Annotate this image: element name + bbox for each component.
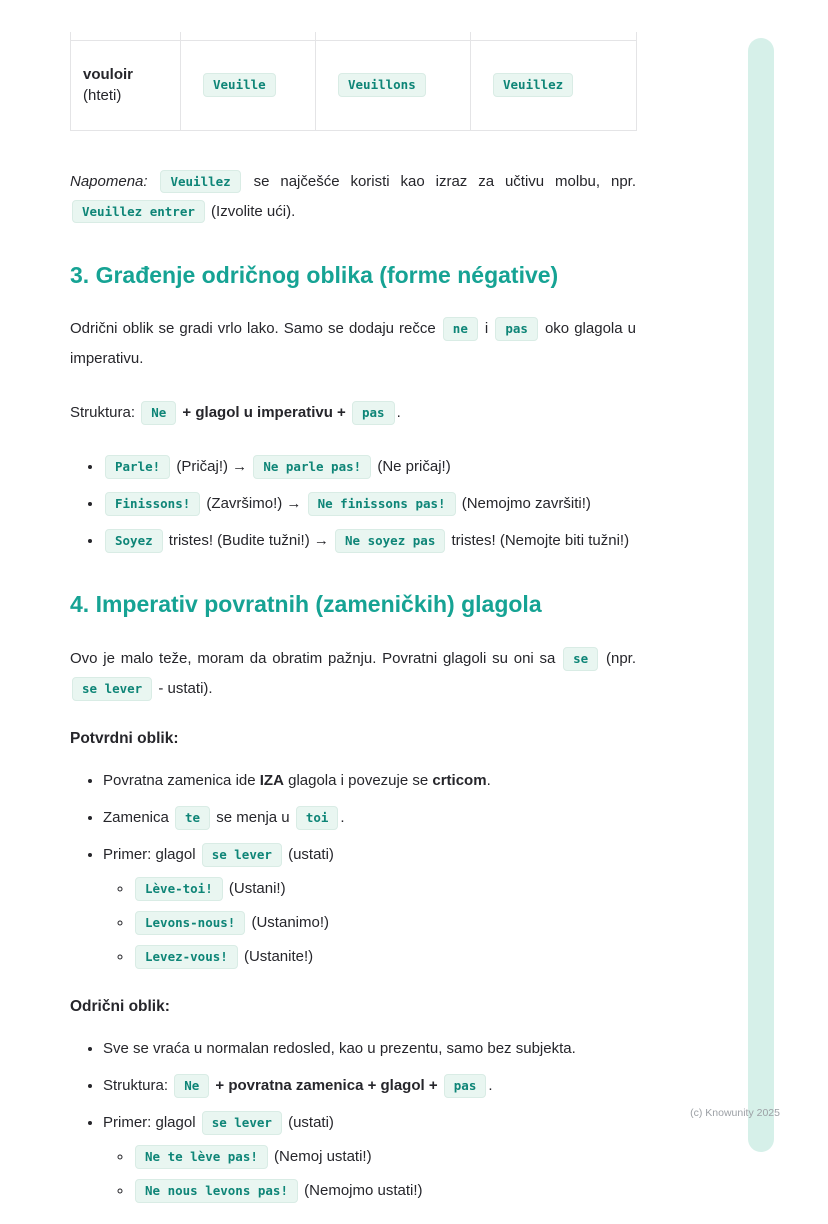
text-run: (Ustani!) xyxy=(224,880,286,898)
text-run: . xyxy=(488,1077,493,1095)
section-3-heading: 3. Građenje odričnog oblika (forme négative) xyxy=(70,261,559,288)
italic-text: Napomena: xyxy=(70,172,159,190)
list-item xyxy=(103,452,636,482)
form-cell-nous xyxy=(316,40,471,130)
list-item xyxy=(103,1108,636,1206)
code-badge: se lever xyxy=(72,677,152,701)
code-badge: Levons-nous! xyxy=(135,911,245,935)
table-row-vouloir xyxy=(71,40,637,130)
text-run: (Ustanimo!) xyxy=(247,914,329,932)
text-run: Sve se vraća u normalan redosled, kao u prezentu, samo bez subjekta. xyxy=(103,1040,576,1058)
text-run: . xyxy=(340,809,345,827)
sub-list-item xyxy=(133,908,636,938)
code-badge: Parle! xyxy=(105,455,170,479)
table-cell-cropped xyxy=(316,32,471,40)
form-cell-vous xyxy=(471,40,637,130)
list-item-text xyxy=(103,846,334,863)
negative-label: Odrični oblik: xyxy=(70,998,170,1016)
code-badge: ne xyxy=(443,317,478,341)
text-run: Povratna zamenica ide xyxy=(103,772,260,790)
text-run: Odrični oblik se gradi vrlo lako. Samo se dodaju rečce xyxy=(70,320,441,338)
sub-list-item-text xyxy=(133,1148,372,1165)
code-badge: Soyez xyxy=(105,529,163,553)
code-badge: Ne xyxy=(141,401,176,425)
text-run: se najčešće koristi kao izraz za učtivu molbu, npr. xyxy=(242,172,636,190)
sub-list xyxy=(103,874,636,972)
negative-list xyxy=(70,1034,636,1206)
code-badge: Ne te lève pas! xyxy=(135,1145,268,1169)
text-run: (ustati) xyxy=(283,846,334,864)
list-item-text xyxy=(103,1040,576,1057)
list-item xyxy=(103,489,636,519)
section-4-heading: 4. Imperativ povratnih (zameničkih) glagola xyxy=(70,591,542,618)
text-run: Primer: glagol xyxy=(103,846,200,864)
sub-list-item xyxy=(133,942,636,972)
list-item-text xyxy=(103,1114,334,1131)
bold-text: crticom xyxy=(432,772,487,790)
code-badge: Veuille xyxy=(203,73,276,97)
code-badge: pas xyxy=(352,401,395,425)
text-run: Zamenica xyxy=(103,809,174,827)
code-badge: se xyxy=(563,647,598,671)
code-badge: Ne xyxy=(174,1074,209,1098)
table-cell-cropped xyxy=(471,32,637,40)
text-run: (Pričaj!) → xyxy=(172,458,252,476)
table-cell-cropped xyxy=(71,32,181,40)
text-run: Struktura: xyxy=(103,1077,173,1095)
text-run: tristes! (Nemojte biti tužni!) xyxy=(447,532,630,550)
sub-list-item-text xyxy=(133,880,286,897)
text-run: se menja u xyxy=(212,809,294,827)
section-4-intro xyxy=(70,644,636,704)
text-run: (Nemojmo završiti!) xyxy=(457,495,591,513)
form-cell-tu xyxy=(181,40,316,130)
list-item xyxy=(103,766,636,796)
code-badge: pas xyxy=(444,1074,487,1098)
list-item xyxy=(103,803,636,833)
text-run: (npr. xyxy=(600,650,636,668)
list-item xyxy=(103,526,636,556)
verb-infinitive: vouloir xyxy=(83,66,134,83)
text-run: (Nemojmo ustati!) xyxy=(300,1182,423,1200)
code-badge: toi xyxy=(296,806,339,830)
code-badge: te xyxy=(175,806,210,830)
list-item-text xyxy=(103,1077,493,1094)
list-item xyxy=(103,1034,636,1064)
text-run: glagola i povezuje se xyxy=(283,772,433,790)
code-badge: Lève-toi! xyxy=(135,877,223,901)
text-run: oko glagola u imperativu. xyxy=(70,320,636,368)
sub-list-item-text xyxy=(133,948,313,965)
list-item-text xyxy=(103,532,629,549)
code-badge: Veuillez xyxy=(493,73,573,97)
list-item-text xyxy=(103,809,345,826)
table-cell-cropped xyxy=(181,32,316,40)
code-badge: Finissons! xyxy=(105,492,200,516)
text-run: . xyxy=(396,404,401,422)
table-row-cropped xyxy=(71,32,637,40)
verb-cell xyxy=(71,40,181,130)
code-badge: Ne finissons pas! xyxy=(308,492,456,516)
code-badge: Veuillez entrer xyxy=(72,200,205,224)
affirmative-list xyxy=(70,766,636,972)
text-run: (Završimo!) → xyxy=(202,495,306,513)
code-badge: Veuillez xyxy=(160,170,240,194)
text-run: i xyxy=(479,320,494,338)
code-badge: se lever xyxy=(202,1111,282,1135)
verb-translation: (hteti) xyxy=(83,87,122,104)
text-run: (ustati) xyxy=(283,1114,334,1132)
sub-list-item-text xyxy=(133,1182,423,1199)
code-badge: Levez-vous! xyxy=(135,945,238,969)
code-badge: Veuillons xyxy=(338,73,426,97)
note-paragraph xyxy=(70,167,636,227)
content-column xyxy=(70,32,636,1224)
copyright-watermark: (c) Knowunity 2025 xyxy=(690,1107,780,1119)
text-run: (Ne pričaj!) xyxy=(373,458,451,476)
text-run: Struktura: xyxy=(70,404,140,422)
list-item-text xyxy=(103,495,591,512)
code-badge: Ne parle pas! xyxy=(253,455,371,479)
scroll-indicator[interactable] xyxy=(748,38,774,1152)
text-run: Ovo je malo teže, moram da obratim pažnju. Povratni glagoli su oni sa xyxy=(70,650,562,668)
sub-list-item xyxy=(133,874,636,904)
conjugation-table xyxy=(70,32,637,131)
section-3-structure xyxy=(70,398,636,428)
bold-text: + povratna zamenica + glagol + xyxy=(211,1077,442,1095)
text-run: (Ustanite!) xyxy=(239,948,314,966)
code-badge: pas xyxy=(495,317,538,341)
list-item-text xyxy=(103,458,451,475)
list-item xyxy=(103,1071,636,1101)
section-3-intro xyxy=(70,314,636,374)
text-run: (Izvolite ući). xyxy=(206,202,296,220)
bold-text: + glagol u imperativu + xyxy=(178,404,350,422)
bold-text: IZA xyxy=(259,772,284,790)
text-run: Primer: glagol xyxy=(103,1114,200,1132)
code-badge: se lever xyxy=(202,843,282,867)
sub-list-item-text xyxy=(133,914,329,931)
sub-list xyxy=(103,1142,636,1206)
affirmative-label: Potvrdni oblik: xyxy=(70,730,179,748)
list-item xyxy=(103,840,636,972)
list-item-text xyxy=(103,772,491,789)
code-badge: Ne nous levons pas! xyxy=(135,1179,298,1203)
text-run: tristes! (Budite tužni!) → xyxy=(164,532,334,550)
sub-list-item xyxy=(133,1176,636,1206)
sub-list-item xyxy=(133,1142,636,1172)
text-run: . xyxy=(486,772,491,790)
negative-examples-list xyxy=(70,452,636,556)
code-badge: Ne soyez pas xyxy=(335,529,445,553)
text-run: (Nemoj ustati!) xyxy=(269,1148,372,1166)
text-run: - ustati). xyxy=(154,680,213,698)
